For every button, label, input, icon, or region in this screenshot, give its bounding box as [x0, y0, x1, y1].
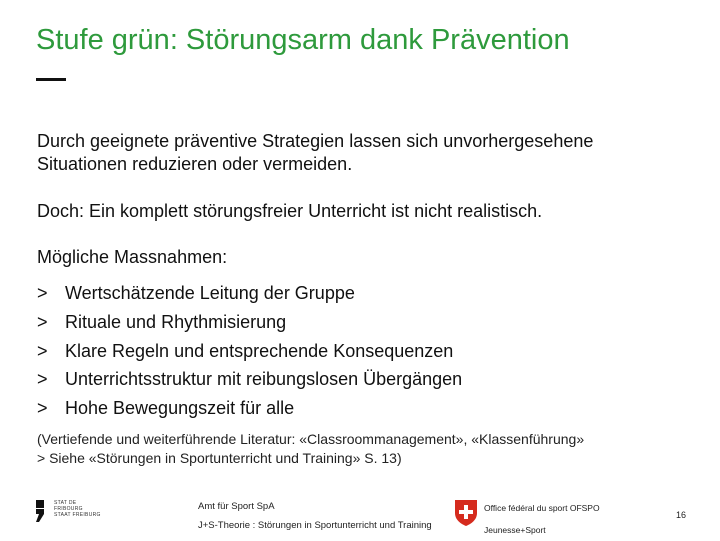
list-item-text: Klare Regeln und entsprechende Konsequenzen: [65, 340, 454, 361]
swiss-shield-icon: [454, 499, 478, 527]
bullet-marker: >: [37, 340, 48, 361]
measures-list: [37, 279, 462, 423]
bullet-marker: >: [37, 283, 48, 303]
bullet-marker: >: [37, 369, 48, 390]
footer-federal-office: [484, 497, 600, 541]
logo-text-line: STAT DE FRIBOURG: [54, 500, 83, 512]
list-item-text: Wertschätzende Leitung der Gruppe: [65, 283, 355, 303]
logo-text-line: STAAT FREIBURG: [54, 512, 101, 518]
literature-note-line: > Siehe «Störungen in Sportunterricht und Training» S. 13): [37, 450, 402, 466]
list-item: [37, 279, 462, 308]
slide-title: Stufe grün: Störungsarm dank Prävention: [36, 24, 570, 56]
list-item: [37, 337, 462, 366]
realism-paragraph: Doch: Ein komplett störungsfreier Unterricht ist nicht realistisch.: [37, 201, 543, 221]
bullet-marker: >: [37, 398, 48, 419]
list-item: [37, 308, 462, 337]
list-item: [37, 394, 462, 423]
literature-note-line: (Vertiefende und weiterführende Literatur: «Classroommanagement», «Klassenführung»: [37, 431, 585, 447]
footer-ofspo-text: Office fédéral du sport OFSPO: [484, 503, 600, 513]
canton-logo-icon: [36, 500, 44, 522]
measures-heading: Mögliche Massnahmen:: [37, 247, 228, 267]
footer-amt-text: Amt für Sport SpA: [198, 501, 275, 512]
footer-js-text: Jeunesse+Sport: [484, 525, 546, 535]
canton-logo: [36, 498, 106, 526]
footer-department: [198, 497, 432, 535]
list-item-text: Rituale und Rhythmisierung: [65, 311, 287, 332]
list-item: [37, 365, 462, 394]
intro-paragraph: Durch geeignete präventive Strategien lassen sich unvorhergesehene Situationen reduzieren oder vermeiden.: [37, 131, 594, 174]
title-underline: [36, 78, 66, 81]
literature-note: [37, 430, 697, 468]
list-item-text: Unterrichtsstruktur mit reibungslosen Übergängen: [65, 369, 463, 390]
bullet-marker: >: [37, 311, 48, 332]
footer-doc-text: J+S-Theorie : Störungen in Sportunterricht und Training: [198, 520, 432, 531]
page-number: 16: [676, 510, 687, 520]
list-item-text: Hohe Bewegungszeit für alle: [65, 398, 295, 419]
